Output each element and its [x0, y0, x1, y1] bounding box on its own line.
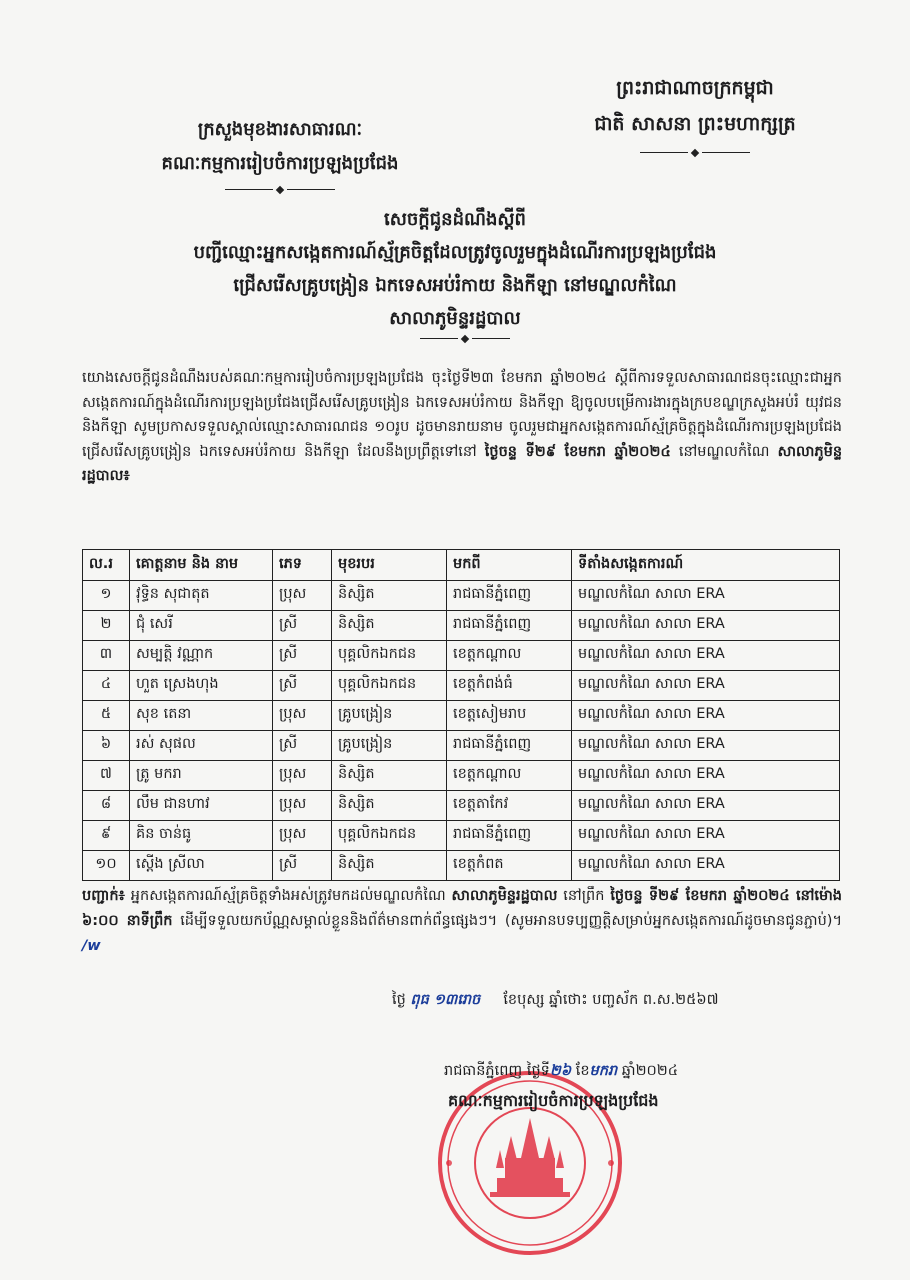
lunar-prefix: ថ្ងៃ: [392, 992, 406, 1008]
cell-location: មណ្ឌលកំណៃ សាលា ERA: [572, 671, 840, 701]
cell-occupation: និស្សិត: [332, 611, 447, 641]
col-header-no: ល.រ: [83, 550, 130, 581]
table-row: [83, 761, 840, 791]
cell-name: លឹម ជានហាវ: [130, 791, 273, 821]
cell-no: ៥: [83, 701, 130, 731]
cell-sex: ប្រុស: [273, 821, 332, 851]
cell-name: ត្រូ មករា: [130, 761, 273, 791]
cell-sex: ស្រី: [273, 671, 332, 701]
ministry-name: ក្រសួងមុខងារសាធារណៈ: [197, 119, 363, 140]
cell-location: មណ្ឌលកំណៃ សាលា ERA: [572, 641, 840, 671]
date-prefix: រាជធានីភ្នំពេញ ថ្ងៃទី: [444, 1063, 550, 1079]
cell-no: ២: [83, 611, 130, 641]
cell-sex: ប្រុស: [273, 791, 332, 821]
cell-location: មណ្ឌលកំណៃ សាលា ERA: [572, 821, 840, 851]
handwritten-initial: /w: [82, 938, 101, 954]
note-text: អ្នកសង្កេតការណ៍ស្ម័គ្រចិត្តទាំងអស់ត្រូវមកដល់មណ្ឌលកំណៃ: [130, 888, 446, 904]
table-row: [83, 701, 840, 731]
note-paragraph: [82, 884, 842, 959]
cell-occupation: គ្រូបង្រៀន: [332, 731, 447, 761]
date-month-prefix: ខែ: [575, 1063, 590, 1079]
notice-title: [60, 203, 850, 335]
cell-no: ១: [83, 581, 130, 611]
issuing-authority: [130, 113, 430, 181]
col-header-name: គោត្តនាម និង នាម: [130, 550, 273, 581]
cell-origin: រាជធានីភ្នំពេញ: [447, 731, 572, 761]
cell-sex: ប្រុស: [273, 581, 332, 611]
table-row: [83, 731, 840, 761]
cell-occupation: និស្សិត: [332, 851, 447, 881]
cell-occupation: បុគ្គលិកឯកជន: [332, 821, 447, 851]
ornament-divider: [420, 336, 510, 342]
date-year: ឆ្នាំ២០២៤: [621, 1063, 679, 1079]
title-line: ជ្រើសរើសគ្រូបង្រៀន ឯកទេសអប់រំកាយ និងកីឡា នៅមណ្ឌលកំណៃ: [233, 275, 677, 296]
cell-no: ៩: [83, 821, 130, 851]
ornament-divider: [225, 187, 335, 193]
cell-sex: ស្រី: [273, 851, 332, 881]
cell-name: ជុំ សេរី: [130, 611, 273, 641]
cell-occupation: បុគ្គលិកឯកជន: [332, 641, 447, 671]
cell-location: មណ្ឌលកំណៃ សាលា ERA: [572, 851, 840, 881]
cell-sex: ប្រុស: [273, 701, 332, 731]
cell-no: ៧: [83, 761, 130, 791]
table-row: [83, 641, 840, 671]
cell-location: មណ្ឌលកំណៃ សាលា ERA: [572, 701, 840, 731]
note-text: ដើម្បីទទួលយកប័ណ្ណសម្គាល់ខ្លួននិងព័ត៌មានពាក់ព័ន្ធផ្សេងៗ។ (សូមអានបទប្បញ្ញត្តិសម្រាប់អ្នកសង្កេតការណ៍ដូចមានជូនភ្ជាប់)។: [180, 913, 842, 929]
intro-paragraph: [82, 366, 842, 489]
kingdom-motto: [545, 70, 845, 142]
cell-no: ៤: [83, 671, 130, 701]
lunar-day-handwritten: ពុធ ១៣រោច: [410, 992, 481, 1008]
cell-origin: រាជធានីភ្នំពេញ: [447, 821, 572, 851]
cell-occupation: និស្សិត: [332, 791, 447, 821]
col-header-location: ទីតាំងសង្កេតការណ៍: [572, 550, 840, 581]
cell-sex: ប្រុស: [273, 761, 332, 791]
cell-occupation: គ្រូបង្រៀន: [332, 701, 447, 731]
date-month-handwritten: មករា: [589, 1063, 618, 1079]
issue-date-line: [444, 1058, 844, 1084]
cell-origin: រាជធានីភ្នំពេញ: [447, 581, 572, 611]
cell-no: ៣: [83, 641, 130, 671]
cell-sex: ស្រី: [273, 611, 332, 641]
motto-line: ជាតិ សាសនា ព្រះមហាក្សត្រ: [594, 113, 796, 135]
exam-place: សាលាភូមិន្ទរដ្ឋបាល៖: [82, 443, 843, 484]
lunar-rest: ខែបុស្ស ឆ្នាំថោះ បញ្ចស័ក ព.ស.២៥៦៧: [503, 992, 719, 1008]
cell-origin: ខេត្តតាកែវ: [447, 791, 572, 821]
committee-name: គណៈកម្មការរៀបចំការប្រឡងប្រជែង: [161, 153, 399, 174]
cell-location: មណ្ឌលកំណៃ សាលា ERA: [572, 761, 840, 791]
cell-origin: ខេត្តកំពត: [447, 851, 572, 881]
col-header-occupation: មុខរបរ: [332, 550, 447, 581]
cell-name: ហួត ស្រេងហុង: [130, 671, 273, 701]
cell-name: គិន ចាន់ធូ: [130, 821, 273, 851]
cell-location: មណ្ឌលកំណៃ សាលា ERA: [572, 791, 840, 821]
cell-name: វុទ្ធិន សុជាតុត: [130, 581, 273, 611]
cell-name: សម្បត្តិ វណ្ណាក: [130, 641, 273, 671]
cell-sex: ស្រី: [273, 641, 332, 671]
cell-origin: ខេត្តកំពង់ធំ: [447, 671, 572, 701]
cell-location: មណ្ឌលកំណៃ សាលា ERA: [572, 731, 840, 761]
cell-occupation: បុគ្គលិកឯកជន: [332, 671, 447, 701]
intro-text: យោងសេចក្តីជូនដំណឹងរបស់គណៈកម្មការរៀបចំការប្រឡងប្រជែង ចុះថ្ងៃទី២៣ ខែមករា ឆ្នាំ២០២៤ ស្តីពីការទទួលសាធារណជនចុះឈ្មោះជាអ្នកសង្កេតការណ៍ក្នុងដំណើរការប្រឡងប្រជែងជ្រើសរើសគ្រូបង្រៀន ឯកទេសអប់រំកាយ និងកីឡា ឱ្យចូលបម្រើការងារក្នុងក្របខណ្ឌក្រសួងអប់រំ យុវជន និងកីឡា សូមប្រកាសទទួលស្គាល់ឈ្មោះសាធារណជន ១០រូប ដូចមានរាយនាម ចូលរួមជាអ្នកសង្កេតការណ៍ស្ម័គ្រចិត្តក្នុងដំណើរការប្រឡងប្រជែងជ្រើសរើសគ្រូបង្រៀន ឯកទេសអប់រំកាយ និងកីឡា ដែលនឹងប្រព្រឹត្តទៅនៅ: [82, 370, 842, 460]
cell-location: មណ្ឌលកំណៃ សាលា ERA: [572, 581, 840, 611]
cell-no: ៦: [83, 731, 130, 761]
lunar-date-line: [392, 987, 862, 1013]
note-text: នៅព្រឹក: [563, 888, 605, 904]
table-row: [83, 581, 840, 611]
observer-table: [82, 549, 840, 881]
cell-sex: ស្រី: [273, 731, 332, 761]
cell-origin: ខេត្តសៀមរាប: [447, 701, 572, 731]
cell-occupation: និស្សិត: [332, 761, 447, 791]
title-line: សេចក្តីជូនដំណឹងស្តីពី: [384, 209, 526, 230]
cell-name: សុខ តេនា: [130, 701, 273, 731]
col-header-origin: មកពី: [447, 550, 572, 581]
col-header-sex: ភេទ: [273, 550, 332, 581]
title-line: បញ្ជីឈ្មោះអ្នកសង្កេតការណ៍ស្ម័គ្រចិត្តដែលត្រូវចូលរួមក្នុងដំណើរការប្រឡងប្រជែង: [193, 242, 717, 263]
ornament-divider: [640, 150, 750, 156]
date-day-handwritten: ២៦: [549, 1063, 572, 1079]
table-row: [83, 791, 840, 821]
table-row: [83, 671, 840, 701]
table-row: [83, 821, 840, 851]
cell-name: ស្តើង ស្រីលា: [130, 851, 273, 881]
note-datetime: ថ្ងៃចន្ទ ទី២៩ ខែមករា ឆ្នាំ២០២៤ នៅម៉ោង ៦:០០ នាទីព្រឹក: [82, 888, 843, 929]
cell-no: ៨: [83, 791, 130, 821]
table-row: [83, 611, 840, 641]
cell-origin: រាជធានីភ្នំពេញ: [447, 611, 572, 641]
table-row: [83, 851, 840, 881]
cell-origin: ខេត្តកណ្តាល: [447, 761, 572, 791]
cell-location: មណ្ឌលកំណៃ សាលា ERA: [572, 611, 840, 641]
note-label: បញ្ជាក់៖: [82, 888, 125, 904]
signing-committee: គណៈកម្មការរៀបចំការប្រឡងប្រជែង: [448, 1091, 659, 1110]
cell-no: ១០: [83, 851, 130, 881]
note-place: សាលាភូមិន្ទរដ្ឋបាល: [451, 888, 558, 904]
kingdom-line: ព្រះរាជាណាចក្រកម្ពុជា: [616, 77, 774, 99]
cell-name: រស់ សុផល: [130, 731, 273, 761]
title-line: សាលាភូមិន្ទរដ្ឋបាល: [389, 308, 521, 329]
table-header-row: [83, 550, 840, 581]
cell-occupation: និស្សិត: [332, 581, 447, 611]
intro-text-2: នៅមណ្ឌលកំណៃ: [678, 443, 770, 460]
cell-origin: ខេត្តកណ្តាល: [447, 641, 572, 671]
exam-date: ថ្ងៃចន្ទ ទី២៩ ខែមករា ឆ្នាំ២០២៤: [484, 443, 671, 460]
